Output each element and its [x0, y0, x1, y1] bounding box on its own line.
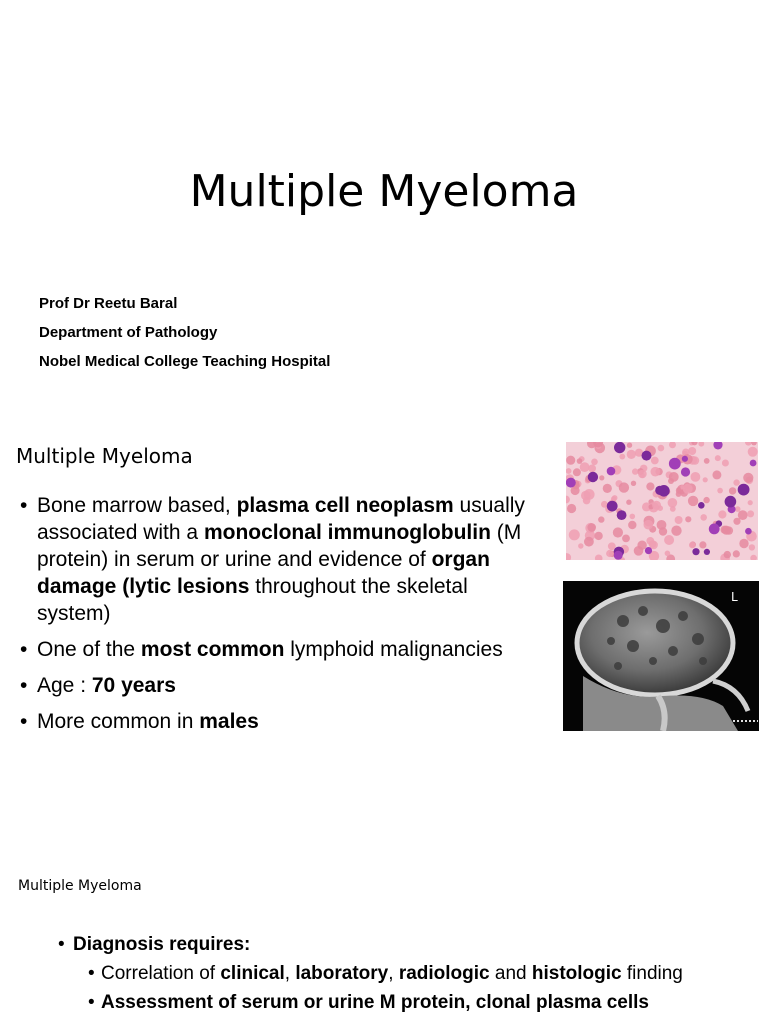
- bullet-item: [20, 636, 545, 663]
- text-segment: ,: [388, 963, 399, 984]
- slide2-bullet-list: [20, 492, 545, 744]
- bold-text: histologic: [531, 963, 622, 984]
- text-segment: Age :: [37, 674, 92, 697]
- slide3-heading: Multiple Myeloma: [18, 878, 142, 894]
- text-segment: and: [489, 963, 532, 984]
- bullet-item: [20, 672, 545, 699]
- xray-side-label: L: [731, 590, 738, 604]
- author-block: [39, 294, 339, 381]
- text-segment: Correlation of: [101, 963, 221, 984]
- sub-bullet-item: [88, 990, 718, 1015]
- bone-marrow-smear-image: [566, 442, 758, 560]
- bold-text: plasma cell neoplasm: [236, 494, 454, 517]
- department-name: Department of Pathology: [39, 324, 218, 341]
- bullet-item: [20, 492, 545, 627]
- diagnosis-list: [58, 932, 718, 1019]
- text-segment: (M protein) in serum or urine and evidence of: [37, 521, 522, 571]
- bold-text: laboratory: [295, 963, 389, 984]
- text-segment: lymphoid malignancies: [284, 638, 503, 661]
- text-segment: More common in: [37, 710, 200, 733]
- bold-text: Assessment of serum or urine M protein, clonal plasma cells: [101, 992, 650, 1013]
- bold-text: radiologic: [398, 963, 490, 984]
- bold-text: most common: [140, 638, 285, 661]
- text-segment: throughout the skeletal system): [37, 575, 468, 625]
- bold-text: organ damage (lytic lesions: [37, 548, 490, 598]
- diagnosis-sub-list: [73, 961, 718, 1015]
- slide2-heading: Multiple Myeloma: [16, 444, 193, 468]
- diagnosis-item: [58, 932, 718, 1015]
- institution-name: Nobel Medical College Teaching Hospital: [39, 353, 331, 370]
- text-segment: usually associated with a: [37, 494, 525, 544]
- text-segment: Bone marrow based,: [37, 494, 237, 517]
- bold-text: clinical: [220, 963, 285, 984]
- diagnosis-label: Diagnosis requires:: [73, 934, 251, 955]
- sub-bullet-item: [88, 961, 718, 986]
- skull-xray-image: [563, 581, 759, 731]
- slide-title: Multiple Myeloma: [189, 166, 579, 217]
- text-segment: ,: [284, 963, 296, 984]
- text-segment: One of the: [37, 638, 141, 661]
- bold-text: monoclonal immunoglobulin: [203, 521, 491, 544]
- bullet-item: [20, 708, 545, 735]
- bold-text: 70 years: [91, 674, 176, 697]
- author-name: Prof Dr Reetu Baral: [39, 295, 178, 312]
- bold-text: males: [199, 710, 259, 733]
- text-segment: finding: [621, 963, 683, 984]
